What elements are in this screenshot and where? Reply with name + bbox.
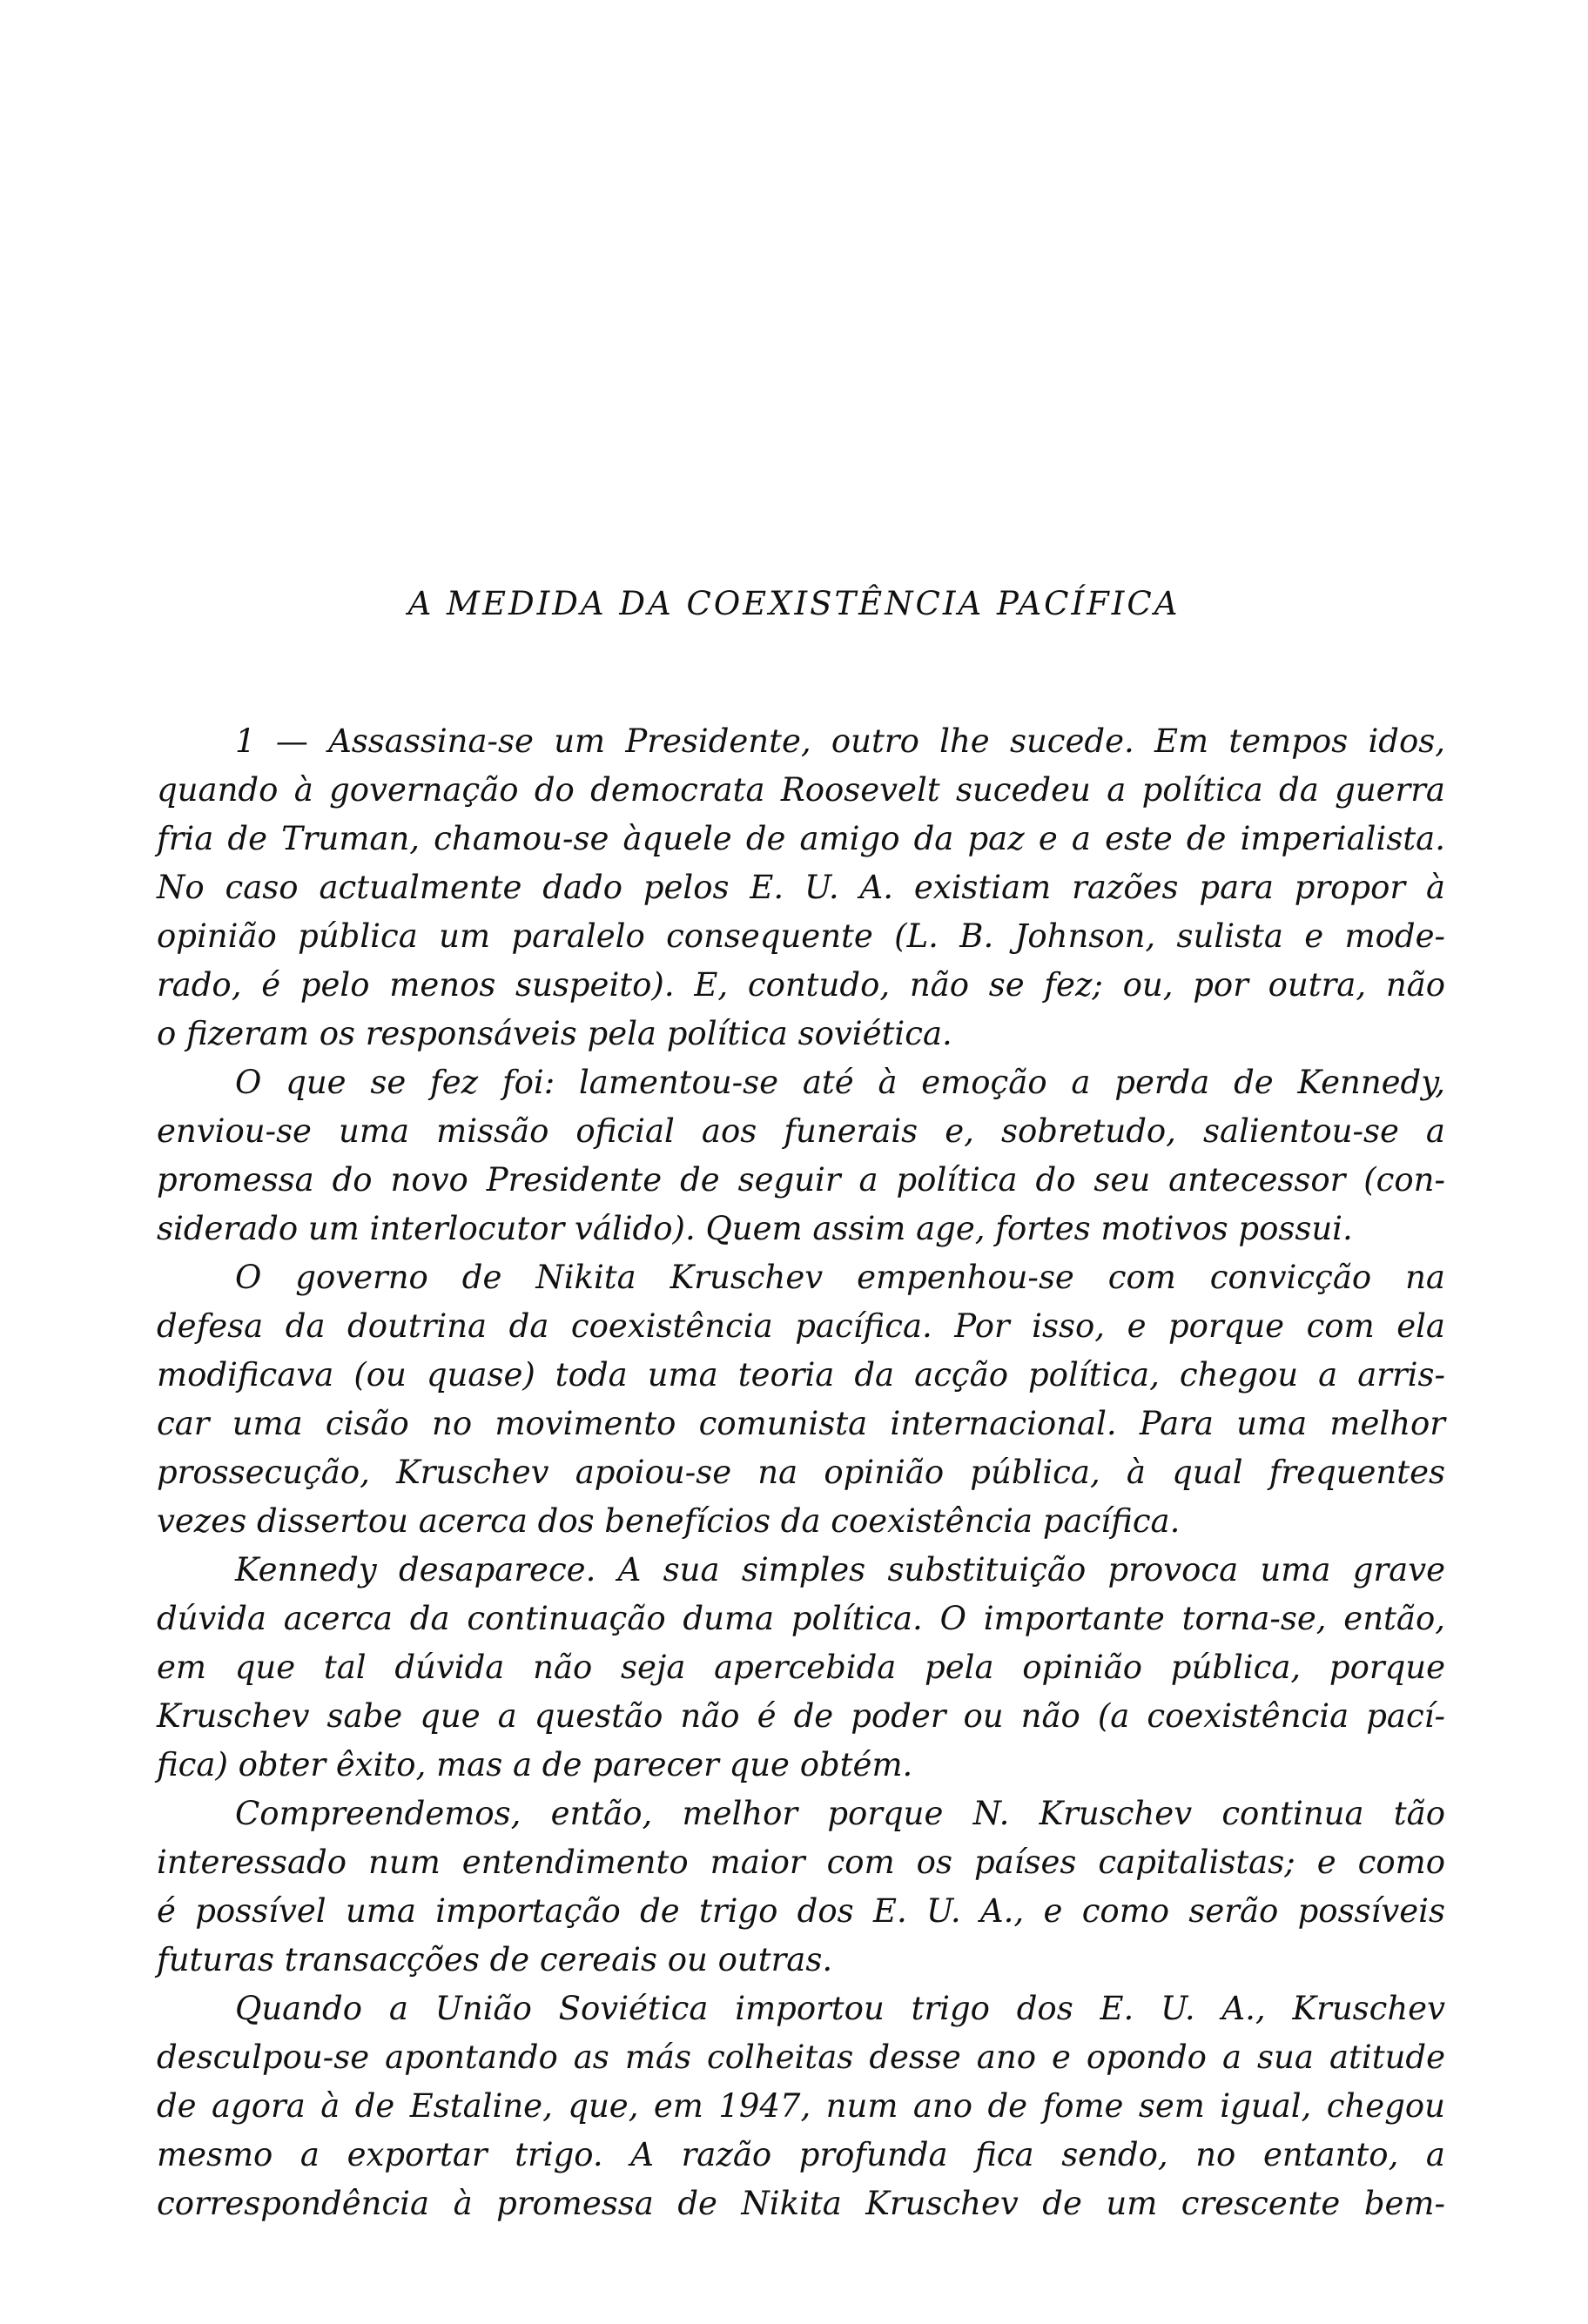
text-line: Kennedy desaparece. A sua simples substituição provoca uma grave — [235, 1551, 1445, 1589]
text-line: opinião pública um paralelo consequente (L. B. Johnson, sulista e mode- — [157, 917, 1445, 955]
text-line: enviou-se uma missão oficial aos funerais e, sobretudo, salientou-se a — [157, 1112, 1445, 1150]
text-line: O governo de Nikita Kruschev empenhou-se com convicção na — [235, 1259, 1445, 1296]
text-line: vezes dissertou acerca dos benefícios da coexistência pacífica. — [157, 1502, 1181, 1540]
page-title: A MEDIDA DA COEXISTÊNCIA PACÍFICA — [407, 585, 1181, 622]
text-line: prossecução, Kruschev apoiou-se na opinião pública, à qual frequentes — [157, 1454, 1445, 1491]
text-line: O que se fez foi: lamentou-se até à emoção a perda de Kennedy, — [235, 1064, 1445, 1101]
text-line: promessa do novo Presidente de seguir a política do seu antecessor (con- — [157, 1161, 1445, 1199]
paragraph — [157, 1985, 1445, 2228]
text-line: mesmo a exportar trigo. A razão profunda fica sendo, no entanto, a — [157, 2136, 1445, 2173]
paragraph — [157, 1546, 1445, 1790]
paragraph — [157, 1790, 1445, 1985]
text-line: desculpou-se apontando as más colheitas desse ano e opondo a sua atitude — [157, 2039, 1445, 2076]
text-line: dúvida acerca da continuação duma política. O importante torna-se, então, — [157, 1600, 1445, 1637]
text-line: siderado um interlocutor válido). Quem assim age, fortes motivos possui. — [157, 1210, 1353, 1247]
text-line: o fizeram os responsáveis pela política soviética. — [157, 1015, 952, 1052]
article-body — [157, 717, 1445, 2228]
text-line: é possível uma importação de trigo dos E. U. A., e como serão possíveis — [157, 1892, 1445, 1930]
text-line: 1 — Assassina-se um Presidente, outro lhe sucede. Em tempos idos, — [235, 722, 1445, 760]
text-line: Quando a União Soviética importou trigo dos E. U. A., Kruschev — [235, 1990, 1445, 2027]
text-line: fria de Truman, chamou-se àquele de amigo da paz e a este de imperialista. — [157, 820, 1445, 857]
text-line: rado, é pelo menos suspeito). E, contudo, não se fez; ou, por outra, não — [157, 966, 1445, 1004]
text-line: fica) obter êxito, mas a de parecer que obtém. — [157, 1746, 913, 1783]
text-line: Kruschev sabe que a questão não é de poder ou não (a coexistência pací- — [157, 1697, 1445, 1735]
text-line: de agora à de Estaline, que, em 1947, num ano de fome sem igual, chegou — [157, 2087, 1445, 2125]
paragraph — [157, 717, 1445, 1058]
text-line: No caso actualmente dado pelos E. U. A. existiam razões para propor à — [157, 869, 1445, 906]
text-line: correspondência à promessa de Nikita Kruschev de um crescente bem- — [157, 2185, 1445, 2222]
paragraph — [157, 1253, 1445, 1546]
text-line: futuras transacções de cereais ou outras. — [157, 1941, 833, 1978]
text-line: em que tal dúvida não seja apercebida pela opinião pública, porque — [157, 1649, 1445, 1686]
text-line: defesa da doutrina da coexistência pacífica. Por isso, e porque com ela — [157, 1307, 1445, 1345]
text-line: car uma cisão no movimento comunista internacional. Para uma melhor — [157, 1405, 1445, 1442]
text-line: modificava (ou quase) toda uma teoria da acção política, chegou a arris- — [157, 1356, 1445, 1394]
text-line: Compreendemos, então, melhor porque N. Kruschev continua tão — [235, 1795, 1445, 1832]
text-line: quando à governação do democrata Roosevelt sucedeu a política da guerra — [157, 771, 1445, 809]
paragraph — [157, 1058, 1445, 1253]
text-line: interessado num entendimento maior com os países capitalistas; e como — [157, 1844, 1445, 1881]
